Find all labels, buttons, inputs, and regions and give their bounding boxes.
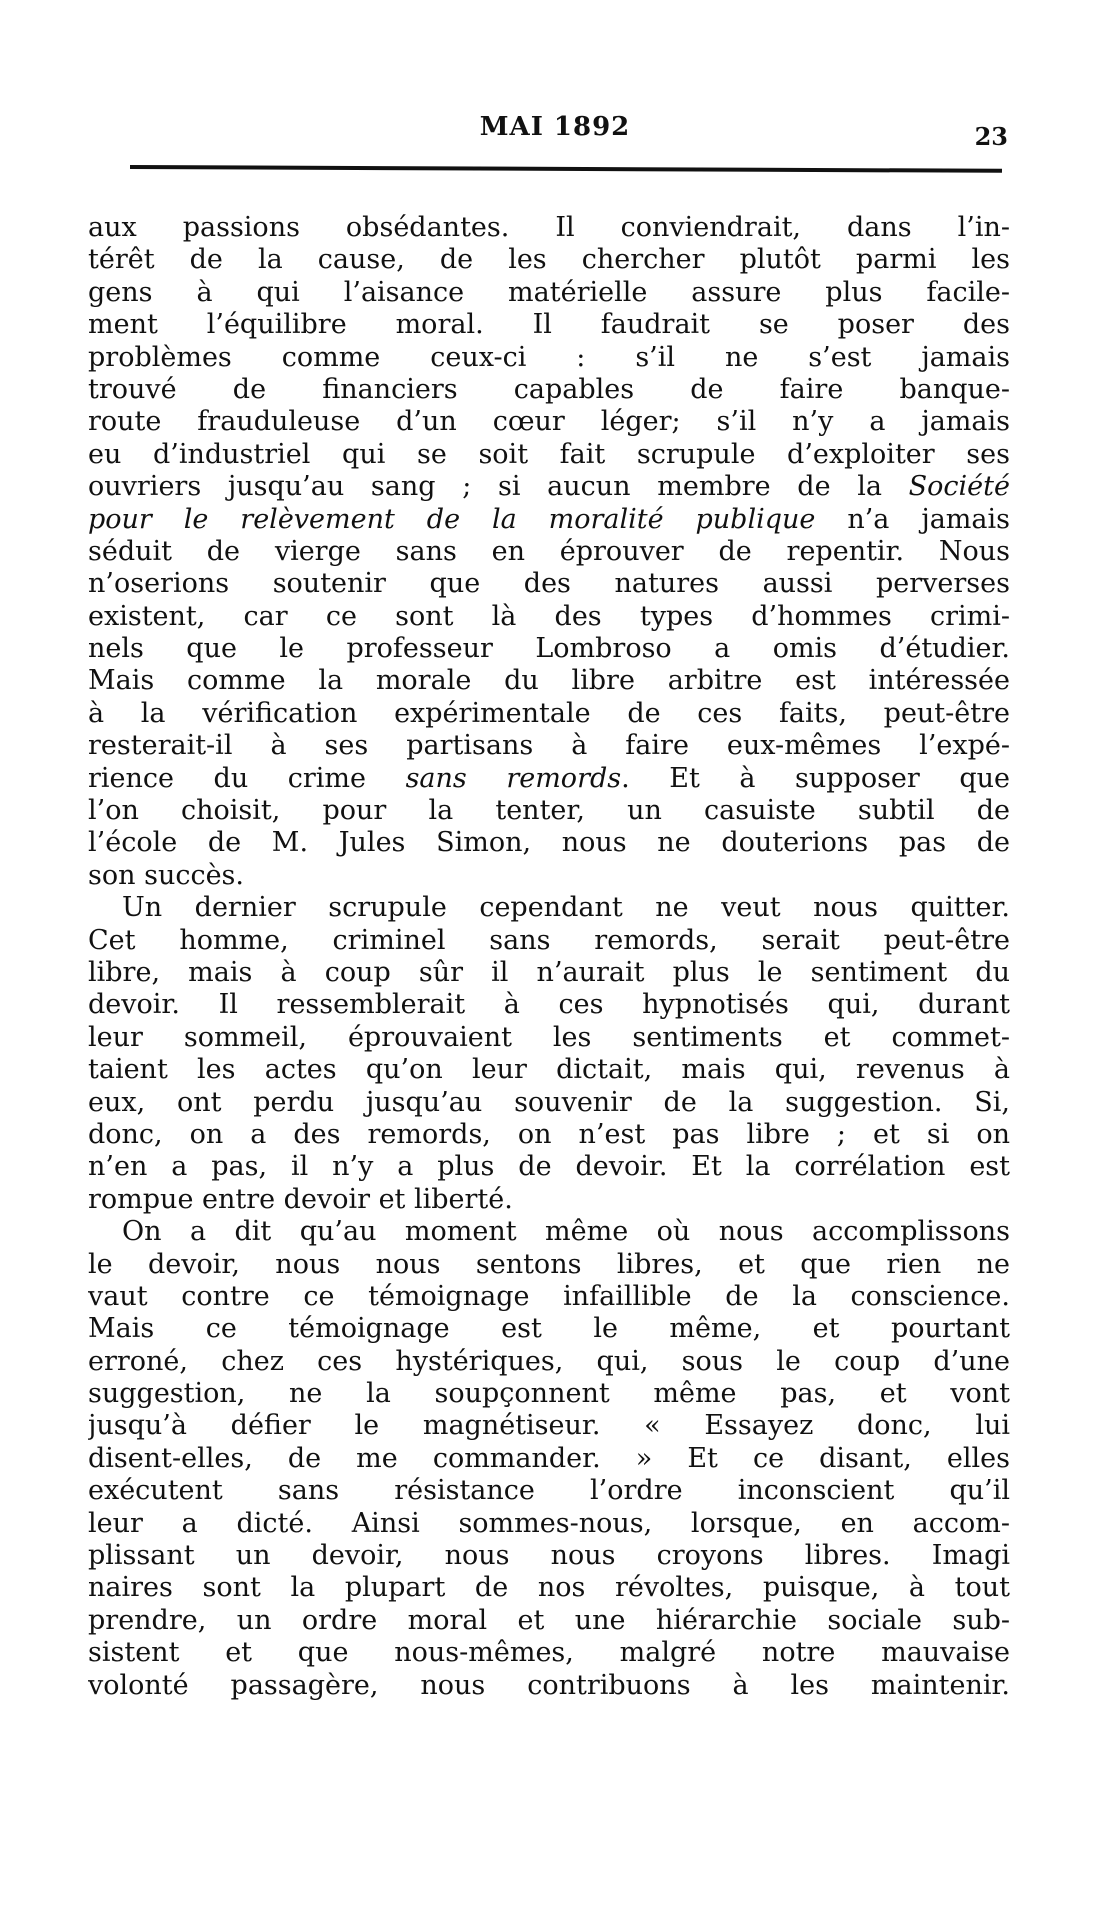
italic-run: sans remords bbox=[405, 762, 622, 794]
text-line: exécutent sans résistance l’ordre inconscient qu’il bbox=[88, 1475, 1010, 1507]
text-line: leur sommeil, éprouvaient les sentiments et commet- bbox=[88, 1021, 1010, 1053]
text-line: rompue entre devoir et liberté. bbox=[88, 1183, 513, 1215]
text-line bbox=[88, 763, 1010, 795]
text-line: erroné, chez ces hystériques, qui, sous le coup d’une bbox=[88, 1345, 1010, 1377]
text-line: térêt de la cause, de les chercher plutôt parmi les bbox=[88, 244, 1010, 276]
text-line: route frauduleuse d’un cœur léger; s’il n’y a jamais bbox=[88, 406, 1010, 438]
text-line: eux, ont perdu jusqu’au souvenir de la suggestion. Si, bbox=[88, 1086, 1010, 1118]
text-line: jusqu’à défier le magnétiseur. « Essayez donc, lui bbox=[88, 1410, 1010, 1442]
paragraph bbox=[88, 212, 1010, 892]
text-line: à la vérification expérimentale de ces faits, peut-être bbox=[88, 697, 1010, 729]
text-line: n’en a pas, il n’y a plus de devoir. Et la corrélation est bbox=[88, 1151, 1010, 1183]
text-line: leur a dicté. Ainsi sommes-nous, lorsque, en accom- bbox=[88, 1507, 1010, 1539]
text-line: existent, car ce sont là des types d’hommes crimi- bbox=[88, 600, 1010, 632]
text-run: rience du crime bbox=[88, 762, 406, 794]
paragraph bbox=[88, 1216, 1010, 1702]
text-line: plissant un devoir, nous nous croyons libres. Imagi bbox=[88, 1540, 1010, 1572]
body-text bbox=[88, 212, 1010, 1702]
text-run: ouvriers jusqu’au sang ; si aucun membre de la bbox=[88, 471, 909, 503]
text-line bbox=[88, 504, 1010, 536]
text-line bbox=[88, 471, 1010, 503]
text-line: suggestion, ne la soupçonnent même pas, et vont bbox=[88, 1378, 1010, 1410]
text-line: ment l’équilibre moral. Il faudrait se poser des bbox=[88, 309, 1010, 341]
text-line: vaut contre ce témoignage infaillible de la conscience. bbox=[88, 1280, 1010, 1312]
text-line: libre, mais à coup sûr il n’aurait plus le sentiment du bbox=[88, 956, 1010, 988]
text-line: l’on choisit, pour la tenter, un casuiste subtil de bbox=[88, 795, 1010, 827]
text-line: l’école de M. Jules Simon, nous ne douterions pas de bbox=[88, 827, 1010, 859]
text-line: devoir. Il ressemblerait à ces hypnotisés qui, durant bbox=[88, 989, 1010, 1021]
text-line: n’oserions soutenir que des natures aussi perverses bbox=[88, 568, 1010, 600]
text-line: son succès. bbox=[88, 859, 244, 891]
text-line: volonté passagère, nous contribuons à les maintenir. bbox=[88, 1669, 1010, 1701]
text-line: gens à qui l’aisance matérielle assure plus facile- bbox=[88, 276, 1010, 308]
text-line: Mais ce témoignage est le même, et pourtant bbox=[88, 1313, 1010, 1345]
running-header-title: MAI 1892 bbox=[479, 112, 631, 142]
header-rule bbox=[130, 165, 1002, 173]
text-line: eu d’industriel qui se soit fait scrupule d’exploiter ses bbox=[88, 438, 1010, 470]
text-line: On a dit qu’au moment même où nous accomplissons bbox=[122, 1216, 1010, 1248]
text-line: taient les actes qu’on leur dictait, mais qui, revenus à bbox=[88, 1054, 1010, 1086]
text-line: resterait-il à ses partisans à faire eux-mêmes l’expé- bbox=[88, 730, 1010, 762]
text-line: donc, on a des remords, on n’est pas libre ; et si on bbox=[88, 1118, 1010, 1150]
text-line: naires sont la plupart de nos révoltes, puisque, à tout bbox=[88, 1572, 1010, 1604]
text-line: prendre, un ordre moral et une hiérarchie sociale sub- bbox=[88, 1604, 1010, 1636]
page-number: 23 bbox=[974, 122, 1008, 151]
text-line: nels que le professeur Lombroso a omis d’étudier. bbox=[88, 633, 1010, 665]
text-line: Un dernier scrupule cependant ne veut nous quitter. bbox=[122, 892, 1010, 924]
text-line: sistent et que nous-mêmes, malgré notre mauvaise bbox=[88, 1637, 1010, 1669]
text-run: . Et à supposer que bbox=[621, 762, 1010, 794]
text-line: Mais comme la morale du libre arbitre est intéressée bbox=[88, 665, 1010, 697]
text-line: séduit de vierge sans en éprouver de repentir. Nous bbox=[88, 535, 1010, 567]
text-line: disent-elles, de me commander. » Et ce disant, elles bbox=[88, 1442, 1010, 1474]
paragraph bbox=[88, 892, 1010, 1216]
text-line: trouvé de financiers capables de faire banque- bbox=[88, 373, 1010, 405]
text-line: problèmes comme ceux-ci : s’il ne s’est jamais bbox=[88, 341, 1010, 373]
text-line: le devoir, nous nous sentons libres, et que rien ne bbox=[88, 1248, 1010, 1280]
italic-run: pour le relèvement de la moralité publique bbox=[88, 503, 816, 535]
text-run: n’a jamais bbox=[815, 503, 1010, 535]
text-line: Cet homme, criminel sans remords, serait peut-être bbox=[88, 924, 1010, 956]
italic-run: Société bbox=[908, 471, 1010, 503]
text-line: aux passions obsédantes. Il conviendrait, dans l’in- bbox=[88, 212, 1010, 243]
